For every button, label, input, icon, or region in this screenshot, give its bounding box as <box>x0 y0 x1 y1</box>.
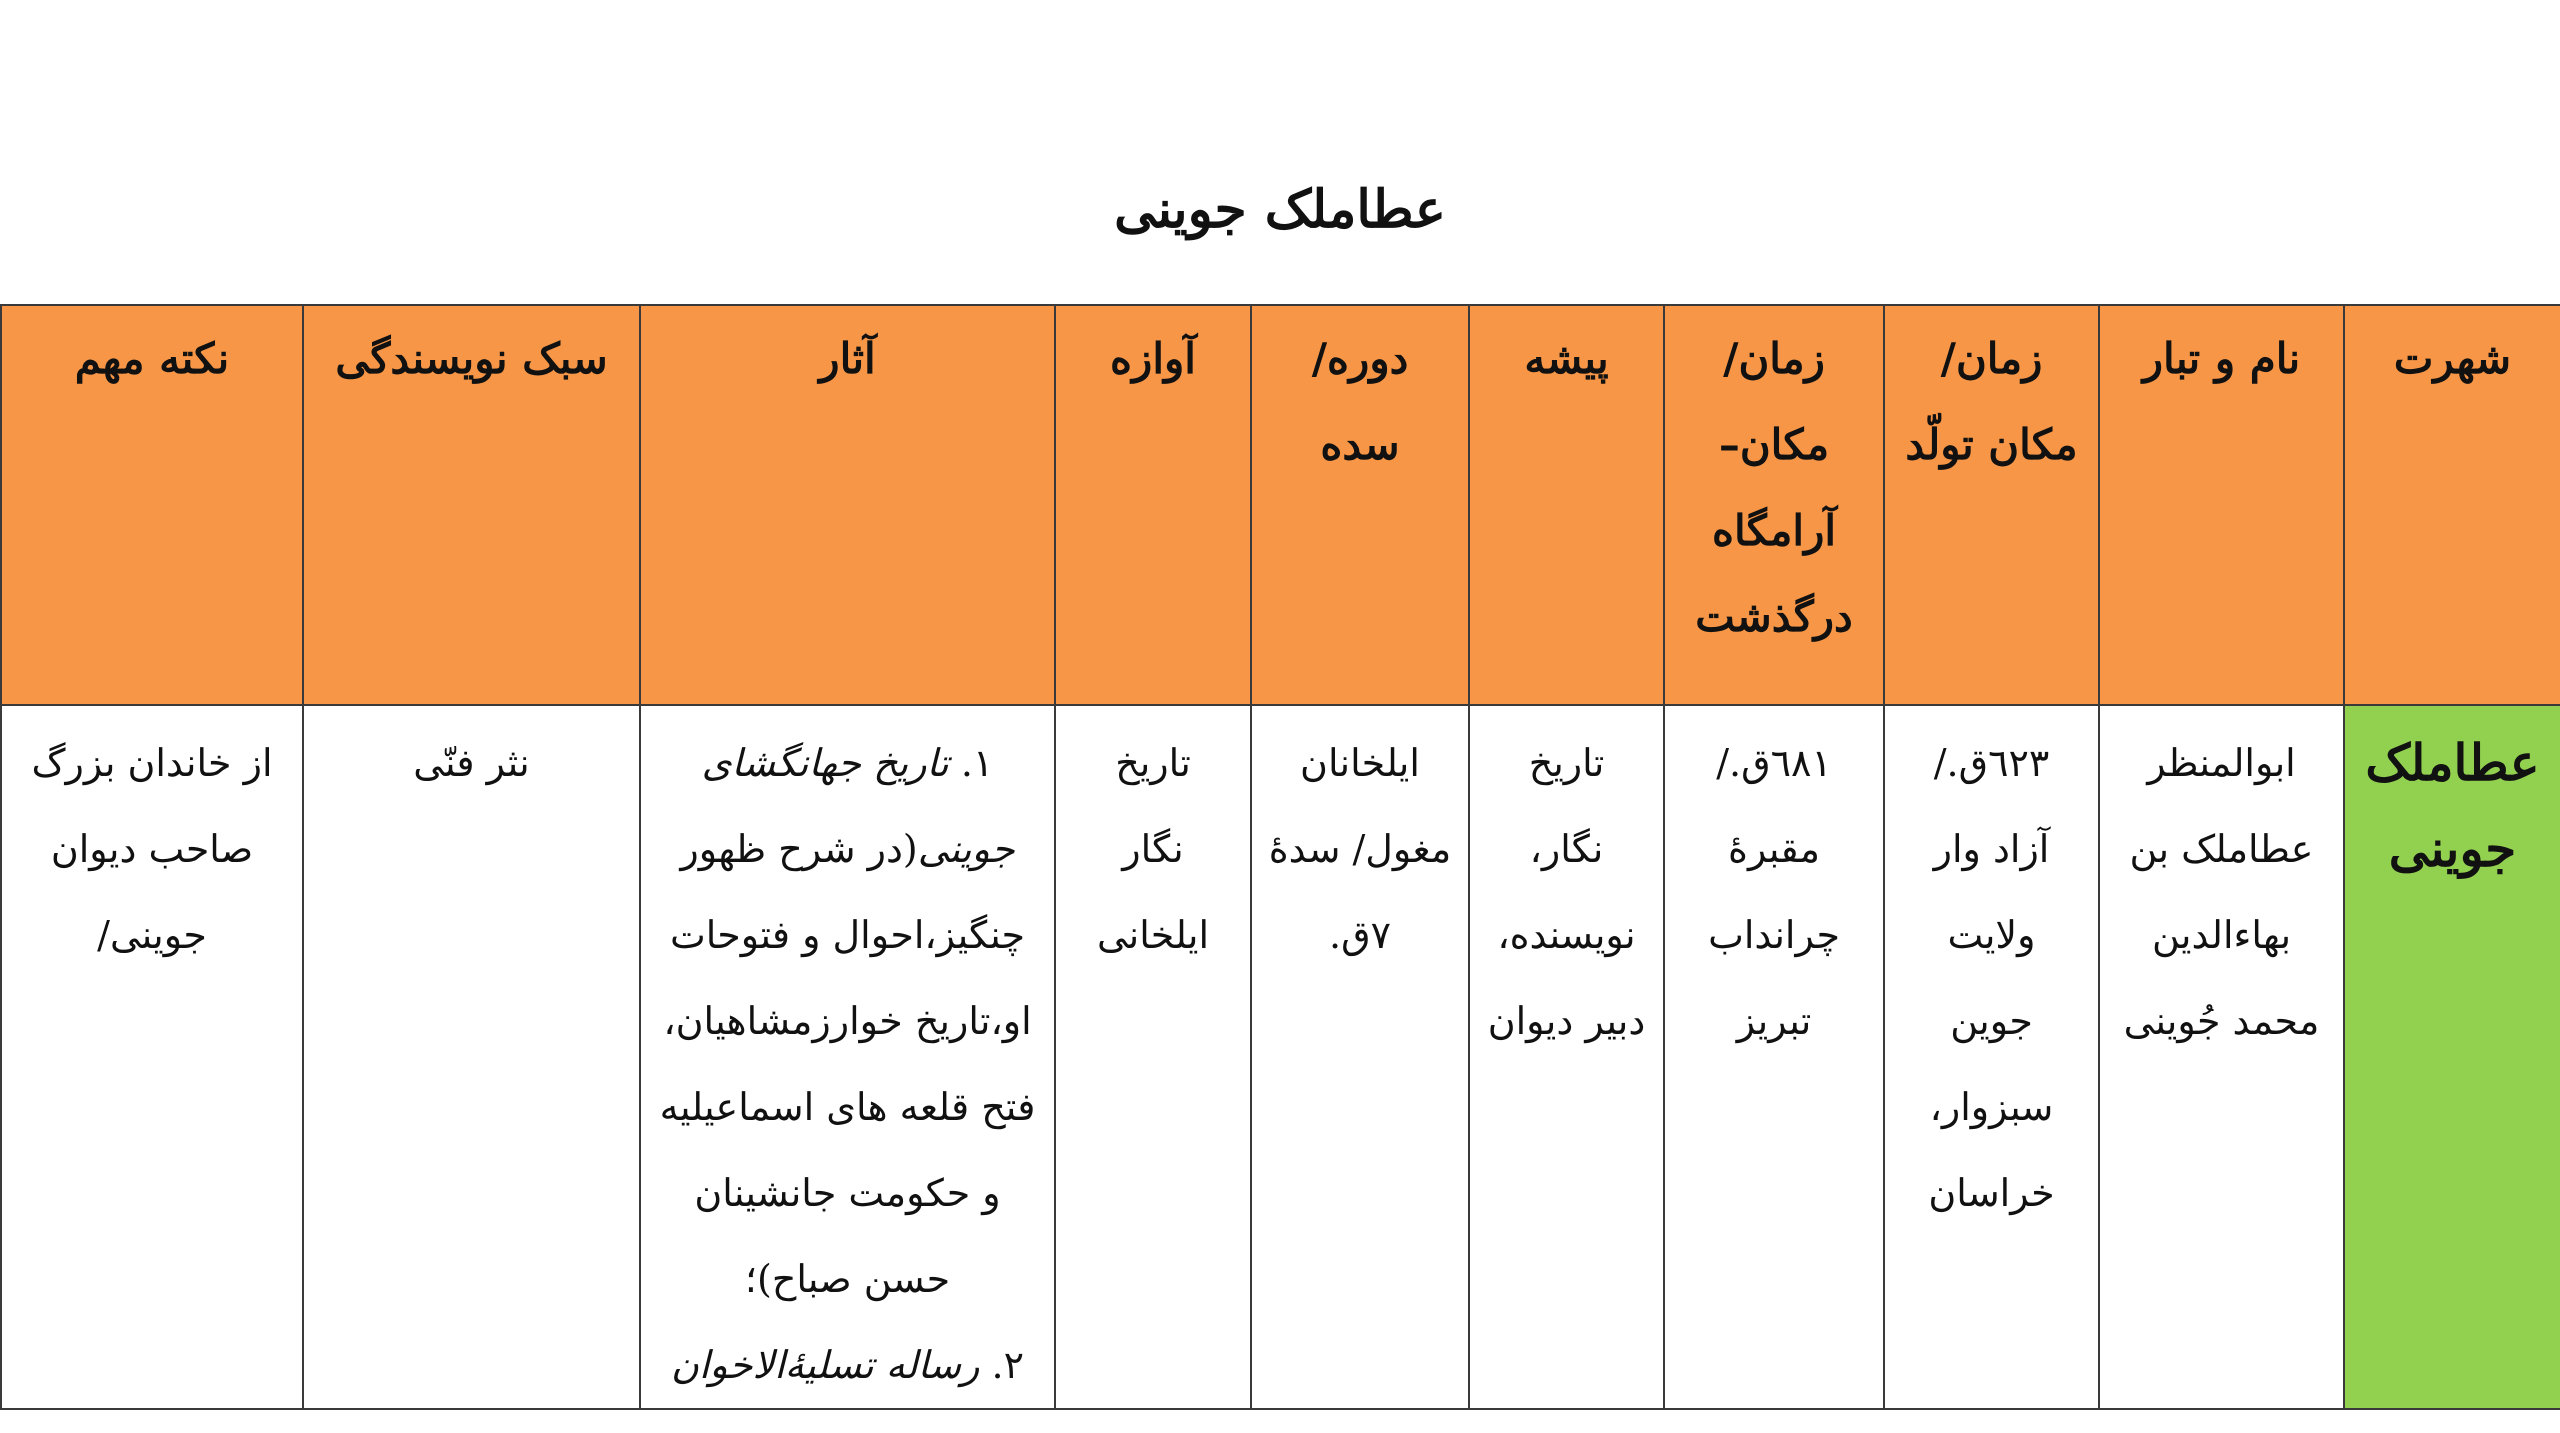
works-item-1-number: ١. <box>960 741 994 785</box>
header-profession: پیشه <box>1469 305 1664 705</box>
cell-works <box>640 705 1055 1409</box>
cell-note: از خاندان بزرگ صاحب دیوان جوینی/ <box>1 705 303 1409</box>
header-row <box>1 305 2560 705</box>
cell-fame: عطاملک جوینی <box>2344 705 2560 1409</box>
header-era: دوره/ سده <box>1251 305 1469 705</box>
works-item-2-title: رساله تسلیۀالاخوان <box>670 1343 980 1387</box>
header-name: نام و تبار <box>2099 305 2344 705</box>
cell-name: ابوالمنظر عطاملک بن بهاءالدین محمد جُوینی <box>2099 705 2344 1409</box>
cell-profession: تاریخ نگار، نویسنده، دبیر دیوان <box>1469 705 1664 1409</box>
page-title: عطاملک جوینی <box>1114 179 1446 240</box>
header-death: زمان/ مکان– آرامگاه درگذشت <box>1664 305 1884 705</box>
cell-death: ٦٨١ق./ مقبرۀ چرانداب تبریز <box>1664 705 1884 1409</box>
table-row <box>1 705 2560 1409</box>
works-item-2-number: ٢. <box>991 1343 1025 1387</box>
header-style: سبک نویسندگی <box>303 305 640 705</box>
header-works: آثار <box>640 305 1055 705</box>
works-item-1-desc: (در شرح ظهور چنگیز،احوال و فتوحات او،تاریخ خوارزمشاهیان، فتح قلعه های اسماعیلیه و حکومت جانشینان حسن صباح)؛ <box>659 827 1036 1301</box>
cell-birth: ٦٢٣ق./ آزاد وار ولایت جوین سبزوار، خراسان <box>1884 705 2099 1409</box>
info-table <box>0 304 2560 1410</box>
works-item-1 <box>655 720 1040 1322</box>
header-renown: آوازه <box>1055 305 1251 705</box>
cell-style: نثر فنّی <box>303 705 640 1409</box>
cell-renown: تاریخ نگار ایلخانی <box>1055 705 1251 1409</box>
works-item-1-title: تاریخ جهانگشای جوینی <box>701 741 1015 871</box>
header-note: نکته مهم <box>1 305 303 705</box>
header-fame: شهرت <box>2344 305 2560 705</box>
cell-era: ایلخانان مغول/ سدۀ ٧ق. <box>1251 705 1469 1409</box>
header-birth: زمان/ مکان تولّد <box>1884 305 2099 705</box>
works-item-2 <box>655 1322 1040 1408</box>
